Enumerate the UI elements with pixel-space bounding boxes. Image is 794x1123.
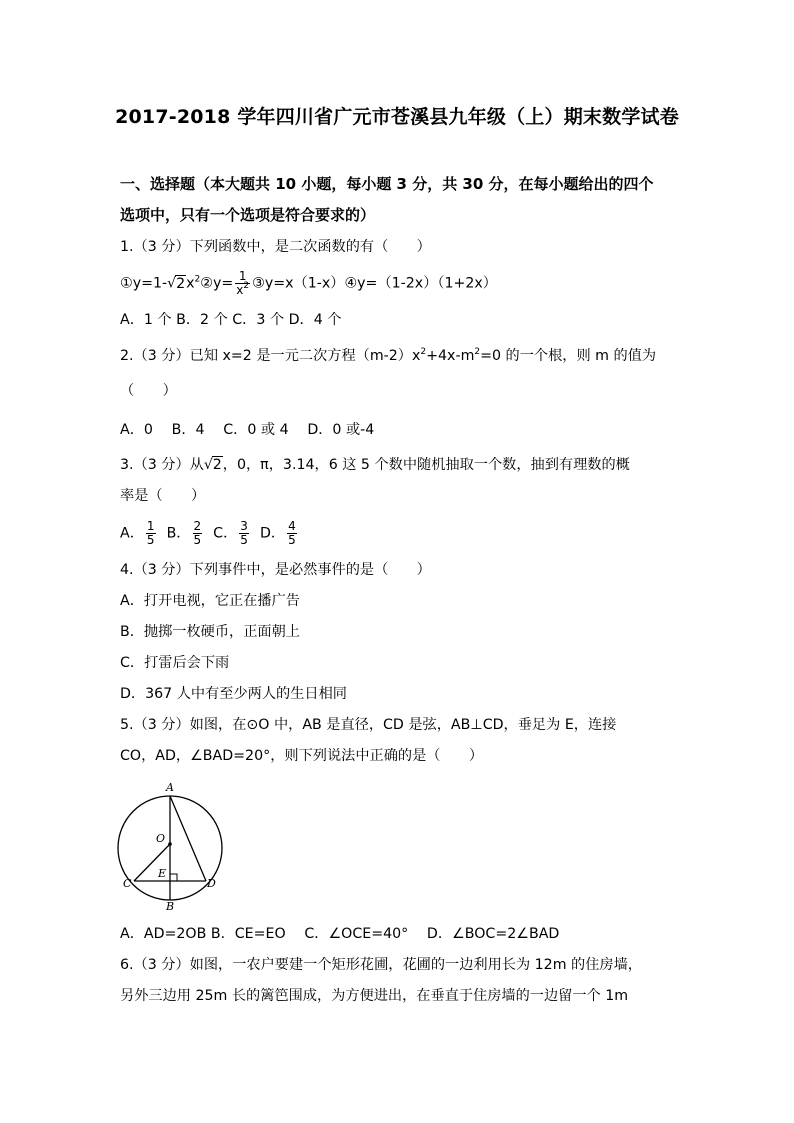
label-e: E	[158, 867, 167, 880]
q3-choice-a-fraction	[146, 520, 156, 547]
q1-opt2-den-exp: 2	[243, 281, 250, 291]
q1-choices: A．1 个 B．2 个 C．3 个 D．4 个	[120, 312, 342, 328]
label-d: D	[207, 877, 216, 890]
q3-stem-b: ，0，π，3.14，6 这 5 个数中随机抽取一个数，抽到有理数的概	[222, 457, 630, 473]
center-point	[168, 842, 172, 846]
page-title: 2017-2018 学年四川省广元市苍溪县九年级（上）期末数学试卷	[115, 106, 679, 128]
q1-opt1-prefix: ①y=1-	[120, 275, 168, 292]
q3-choice-b-fraction	[193, 520, 203, 547]
q4-choice-d: D．367 人中有至少两人的生日相同	[120, 686, 347, 702]
q4-choice-a: A．打开电视，它正在播广告	[120, 593, 300, 609]
circle-geometry-figure	[114, 778, 234, 912]
section-heading-line2: 选项中，只有一个选项是符合要求的）	[120, 206, 376, 224]
right-angle-mark	[170, 874, 177, 881]
q3-choice-c-label: C．	[213, 525, 238, 542]
q2-choices: A．0 B．4 C．0 或 4 D．0 或-4	[120, 422, 375, 438]
q3-choice-b-label: B．	[166, 525, 191, 542]
q3-d-den: 5	[288, 533, 296, 547]
q3-choice-c-fraction	[239, 520, 249, 547]
q1-opt4: ④y=（1-2x）（1+2x）	[344, 275, 497, 292]
q3-radicand: 2	[212, 457, 222, 473]
q1-opt2-prefix: ②y=	[200, 275, 234, 292]
sqrt-sign: √	[167, 275, 177, 292]
segment-ad	[170, 796, 206, 881]
q2-stem-line2: （ ）	[120, 383, 177, 399]
q5-choices: A．AD=2OB B．CE=EO C．∠OCE=40° D．∠BOC=2∠BAD	[120, 926, 560, 942]
q5-stem-line1: 5.（3 分）如图，在⊙O 中，AB 是直径，CD 是弦，AB⊥CD，垂足为 E，连接	[120, 717, 617, 733]
q3-choice-a-label: A．	[120, 525, 144, 542]
q6-stem-line1: 6.（3 分）如图，一农户要建一个矩形花圃，花圃的一边利用长为 12m 的住房墙，	[120, 957, 642, 973]
q2-stem-c: =0 的一个根，则 m 的值为	[480, 348, 657, 364]
section-heading-line1: 一、选择题（本大题共 10 小题，每小题 3 分，共 30 分，在每小题给出的四个	[120, 175, 654, 193]
q3-d-num: 4	[288, 519, 296, 533]
label-c: C	[123, 877, 132, 890]
q1-opt3: ③y=x（1-x）	[252, 275, 345, 292]
q3-b-num: 2	[193, 519, 202, 533]
q4-choice-b: B．抛掷一枚硬币，正面朝上	[120, 624, 300, 640]
q1-opt1-radicand: 2	[176, 275, 186, 292]
label-b: B	[166, 900, 175, 912]
sqrt-sign: √	[203, 457, 213, 473]
q3-c-num: 3	[240, 519, 248, 533]
q1-opt2-numerator: 1	[235, 270, 250, 284]
q5-stem-line2: CO，AD，∠BAD=20°，则下列说法中正确的是（ ）	[120, 748, 484, 764]
q1-opt2-fraction	[235, 270, 250, 297]
q2-stem	[120, 346, 656, 366]
q3-stem-a: 3.（3 分）从	[120, 457, 204, 473]
q2-exp-b: 2	[474, 347, 481, 357]
q4-choice-c: C．打雷后会下雨	[120, 655, 230, 671]
q3-c-den: 5	[240, 533, 248, 547]
q3-choices	[120, 520, 299, 547]
label-a: A	[166, 781, 174, 794]
q2-stem-a: 2.（3 分）已知 x=2 是一元二次方程（m-2）x	[120, 348, 421, 364]
q1-opt1-exp: 2	[194, 274, 201, 285]
q6-stem-line2: 另外三边用 25m 长的篱笆围成，为方便进出，在垂直于住房墙的一边留一个 1m	[120, 988, 629, 1004]
q3-a-den: 5	[146, 533, 155, 547]
q3-choice-d-fraction	[287, 520, 297, 547]
q3-stem	[120, 455, 630, 475]
q3-choice-d-label: D．	[259, 525, 286, 542]
q3-stem-line2: 率是（ ）	[120, 488, 206, 504]
q1-opt1-suffix: x	[186, 275, 195, 292]
q3-a-num: 1	[146, 519, 155, 533]
q1-stem: 1.（3 分）下列函数中，是二次函数的有（ ）	[120, 239, 431, 255]
q2-exp-a: 2	[420, 347, 427, 357]
q4-stem: 4.（3 分）下列事件中，是必然事件的是（ ）	[120, 562, 431, 578]
q2-stem-b: +4x-m	[426, 348, 475, 364]
q3-b-den: 5	[193, 533, 202, 547]
q1-opt2-den-base: x	[236, 283, 244, 297]
label-o: O	[156, 832, 166, 845]
q1-opt2-denominator	[235, 281, 250, 297]
q1-options	[120, 270, 497, 297]
